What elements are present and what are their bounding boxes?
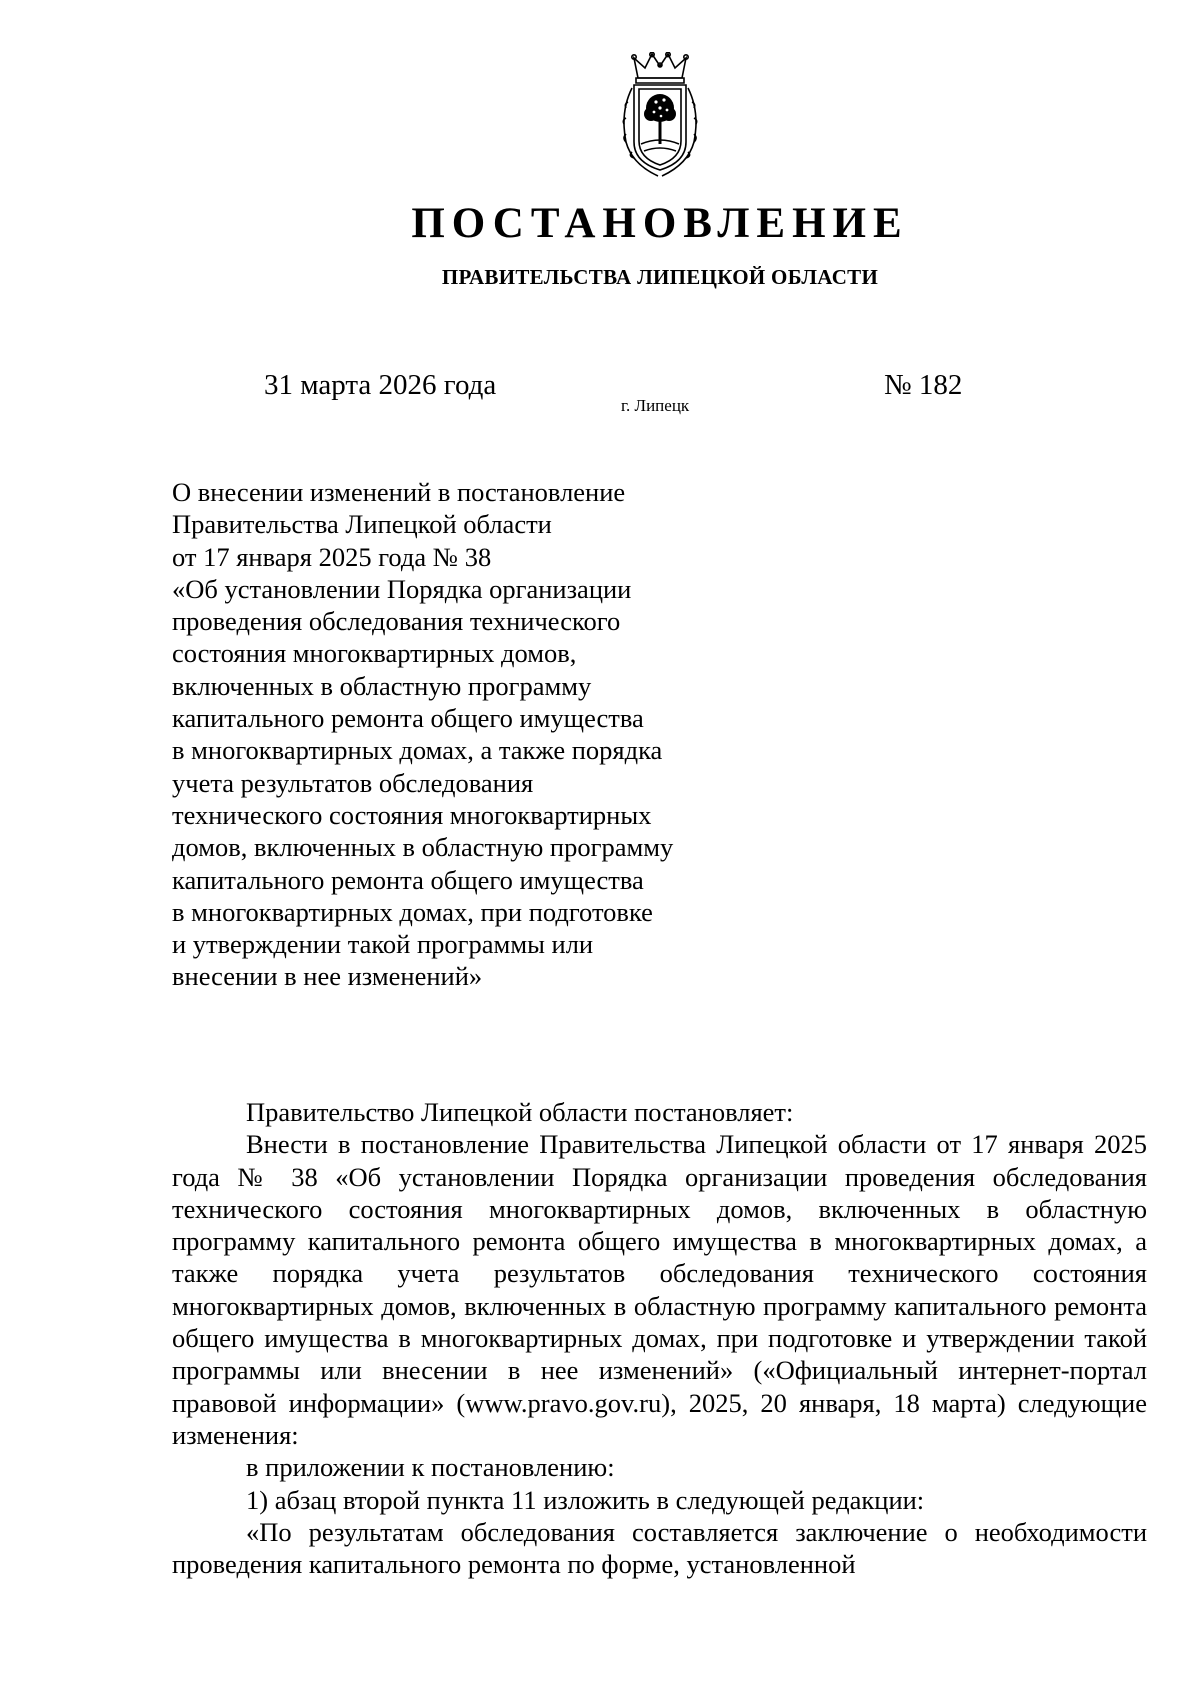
lipetsk-coat-of-arms-icon <box>614 52 706 180</box>
subject-line: проведения обследования технического <box>172 606 621 637</box>
subject-line: и утверждении такой программы или <box>172 929 594 960</box>
subject-line: О внесении изменений в постановление <box>172 477 626 507</box>
subject-line: в многоквартирных домах, а также порядка <box>172 735 663 766</box>
subject-line: Правительства Липецкой области <box>172 509 552 540</box>
subject-line: включенных в областную программу <box>172 670 592 701</box>
subject-line: внесении в нее изменений» <box>172 961 483 992</box>
body-paragraph-appendix: в приложении к постановлению: <box>246 1452 615 1483</box>
subject-line: технического состояния многоквартирных <box>172 799 652 830</box>
subject-line: капитального ремонта общего имущества <box>172 864 644 895</box>
subject-line: домов, включенных в областную программу <box>172 832 674 863</box>
subject-line: от 17 января 2025 года № 38 <box>172 541 492 572</box>
document-number: № 182 <box>884 369 963 401</box>
subject-line: в многоквартирных домах, при подготовке <box>172 896 653 927</box>
subject-line: капитального ремонта общего имущества <box>172 703 644 734</box>
document-date: 31 марта 2026 года <box>264 369 497 401</box>
subject-line: состояния многоквартирных домов, <box>172 638 577 669</box>
subject-line: учета результатов обследования <box>172 767 534 798</box>
body-paragraph-item-1: 1) абзац второй пункта 11 изложить в следующей редакции: <box>246 1484 925 1515</box>
body-paragraph-quote: «По результатам обследования составляется заключение о необходимости проведения капитального ремонта по форме, установленной <box>172 1516 1147 1580</box>
document-city: г. Липецк <box>621 396 690 415</box>
subject-line: «Об установлении Порядка организации <box>172 573 632 604</box>
body-paragraph-amendment: Внести в постановление Правительства Липецкой области от 17 января 2025 года № 38 «Об установлении Порядка организации проведения обследования технического состояния многоквартирных домов, включенных в областную программу капитального ремонта общего имущества в многоквартирных домах, а также порядка учета результатов обследования технического состояния многоквартирных домов, включенных в областную программу капитального ремонта общего имущества в многоквартирных домах, при подготовке и утверждении такой программы или внесении в нее изменений» («Официальный интернет-портал правовой информации» (www.pravo.gov.ru), 2025, 20 января, 18 марта) следующие изменения: <box>172 1129 1147 1450</box>
document-title: ПОСТАНОВЛЕНИЕ <box>411 200 909 247</box>
body-paragraph-preamble: Правительство Липецкой области постановляет: <box>246 1097 794 1127</box>
document-body <box>172 1096 1147 1580</box>
document-subject <box>172 476 812 993</box>
document-issuer: ПРАВИТЕЛЬСТВА ЛИПЕЦКОЙ ОБЛАСТИ <box>441 265 879 289</box>
